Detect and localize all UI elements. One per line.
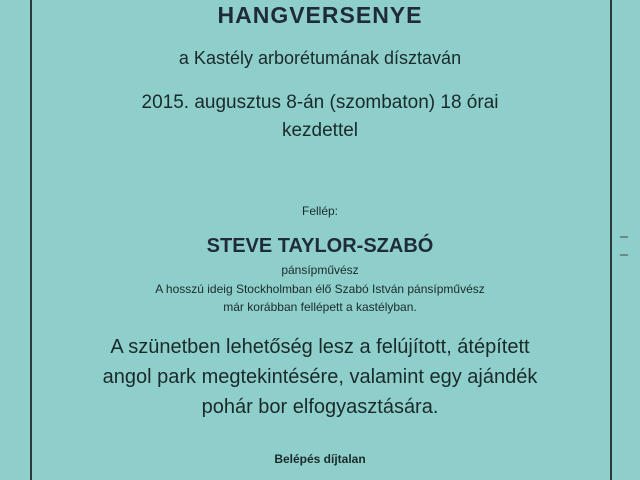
- intermission-info-line: pohár bor elfogyasztására.: [201, 396, 439, 418]
- start-time-line: kezdettel: [281, 120, 359, 141]
- entry-notice: Belépés díjtalan: [274, 452, 366, 466]
- performer-name: STEVE TAYLOR-SZABÓ: [206, 235, 434, 257]
- performer-role: pánsípművész: [281, 263, 359, 277]
- venue-line: a Kastély arborétumának dísztaván: [178, 48, 462, 68]
- intermission-info-line: angol park megtekintésére, valamint egy ajándék: [102, 366, 538, 388]
- performer-bio-line: már korábban fellépett a kastélyban.: [223, 300, 417, 314]
- performer-bio-line: A hosszú ideig Stockholmban élő Szabó István pánsípművész: [155, 282, 485, 296]
- concert-title: HANGVERSENYE: [217, 2, 423, 28]
- date-line: 2015. augusztus 8-án (szombaton) 18 órai: [141, 92, 499, 113]
- intermission-info-line: A szünetben lehetőség lesz a felújított, átépített: [110, 336, 530, 358]
- performer-intro: Fellép:: [301, 204, 339, 218]
